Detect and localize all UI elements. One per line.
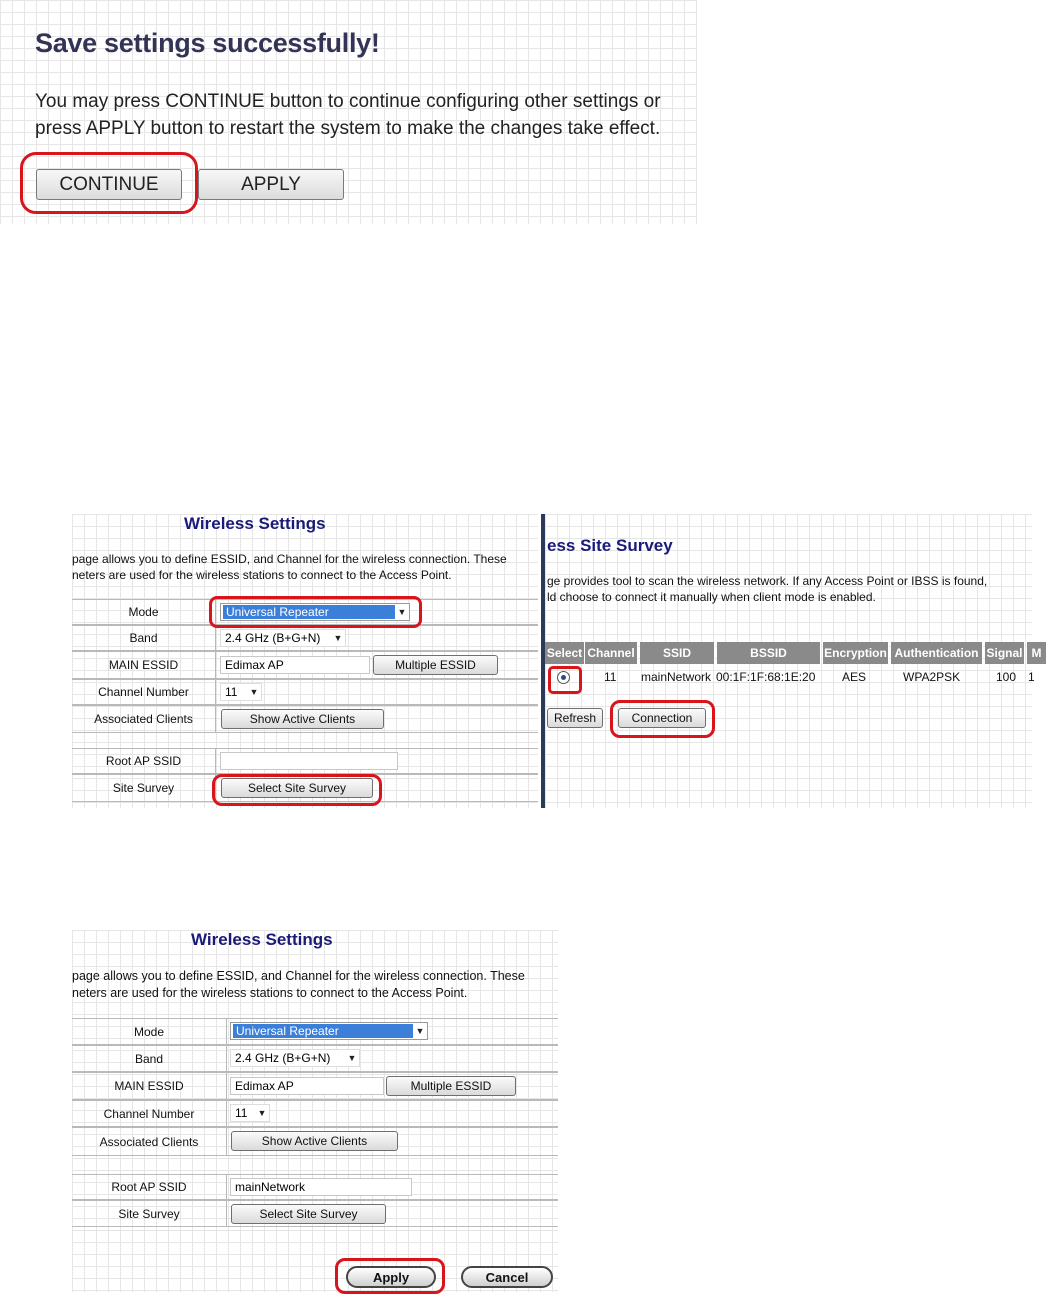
- site-survey-description: [547, 573, 987, 605]
- root-ssid-label: Root AP SSID: [72, 1175, 227, 1199]
- chevron-down-icon: ▼: [257, 1108, 267, 1118]
- wireless-settings-title: Wireless Settings: [191, 930, 333, 949]
- wireless-settings-description: [72, 968, 525, 1002]
- band-value: 2.4 GHz (B+G+N): [235, 1051, 331, 1065]
- column-header-encryption: Encryption: [823, 642, 889, 664]
- column-header-ssid: SSID: [640, 642, 715, 664]
- select-site-survey-button[interactable]: Select Site Survey: [231, 1204, 386, 1224]
- essid-label: MAIN ESSID: [72, 1073, 227, 1099]
- site-survey-row: [72, 1200, 558, 1227]
- clients-row: [72, 705, 538, 733]
- column-header-channel: Channel: [585, 642, 638, 664]
- cell-channel: 11: [604, 670, 617, 684]
- multiple-essid-button[interactable]: Multiple ESSID: [373, 655, 498, 675]
- chevron-down-icon: ▼: [397, 607, 407, 617]
- essid-input[interactable]: Edimax AP: [220, 656, 370, 674]
- chevron-down-icon: ▼: [333, 633, 343, 643]
- chevron-down-icon: ▼: [249, 687, 259, 697]
- clients-row: [72, 1127, 558, 1156]
- description-line-1: page allows you to define ESSID, and Channel for the wireless connection. These: [72, 969, 525, 983]
- radio-dot-icon: [561, 675, 566, 680]
- message-line-1: You may press CONTINUE button to continue configuring other settings or: [35, 91, 661, 112]
- band-row: [72, 625, 538, 651]
- site-survey-panel: [541, 514, 1042, 808]
- wireless-settings-description: [72, 551, 507, 583]
- save-success-panel: [0, 0, 697, 224]
- root-ssid-input[interactable]: [220, 752, 398, 770]
- show-active-clients-button[interactable]: Show Active Clients: [221, 709, 384, 729]
- root-ssid-row: [72, 1174, 558, 1200]
- site-survey-label: Site Survey: [72, 775, 216, 801]
- cell-bssid: 00:1F:1F:68:1E:20: [716, 670, 816, 684]
- site-survey-label: Site Survey: [72, 1201, 227, 1226]
- wireless-settings-panel: [72, 514, 538, 808]
- channel-select[interactable]: [230, 1104, 270, 1122]
- root-ssid-input[interactable]: mainNetwork: [230, 1178, 412, 1196]
- mode-row: [72, 599, 538, 625]
- column-header-bssid: BSSID: [717, 642, 821, 664]
- root-ssid-row: [72, 748, 538, 774]
- mode-select[interactable]: [220, 603, 410, 621]
- essid-input[interactable]: Edimax AP: [230, 1077, 384, 1095]
- description-line-1: ge provides tool to scan the wireless network. If any Access Point or IBSS is found,: [547, 574, 988, 588]
- apply-button[interactable]: APPLY: [198, 169, 344, 200]
- cell-signal: 100: [996, 670, 1017, 684]
- description-line-2: ld choose to connect it manually when client mode is enabled.: [547, 590, 876, 604]
- column-header-mode: M: [1027, 642, 1047, 664]
- channel-select[interactable]: [220, 683, 262, 701]
- column-header-signal: Signal: [985, 642, 1025, 664]
- mode-value: Universal Repeater: [233, 1024, 413, 1038]
- mode-select[interactable]: [230, 1022, 428, 1040]
- description-line-2: neters are used for the wireless stations to connect to the Access Point.: [72, 986, 468, 1000]
- channel-value: 11: [235, 1106, 248, 1120]
- band-label: Band: [72, 1046, 227, 1071]
- band-select[interactable]: [220, 629, 346, 647]
- channel-value: 11: [225, 685, 238, 699]
- channel-row: [72, 679, 538, 705]
- channel-row: [72, 1100, 558, 1127]
- cell-encryption: AES: [842, 670, 867, 684]
- site-survey-title: ess Site Survey: [547, 536, 673, 555]
- chevron-down-icon: ▼: [347, 1053, 357, 1063]
- show-active-clients-button[interactable]: Show Active Clients: [231, 1131, 398, 1151]
- mode-value: Universal Repeater: [223, 605, 395, 619]
- connection-button[interactable]: Connection: [618, 708, 706, 728]
- essid-row: [72, 651, 538, 679]
- description-line-2: neters are used for the wireless stations to connect to the Access Point.: [72, 568, 452, 582]
- select-site-survey-button[interactable]: Select Site Survey: [221, 778, 373, 798]
- save-success-title: Save settings successfully!: [35, 28, 380, 58]
- cell-ssid: mainNetwork: [641, 670, 712, 684]
- wireless-settings-title: Wireless Settings: [184, 514, 326, 533]
- save-success-message: [35, 88, 695, 142]
- band-value: 2.4 GHz (B+G+N): [225, 631, 321, 645]
- clients-label: Associated Clients: [72, 706, 216, 732]
- column-header-authentication: Authentication: [891, 642, 983, 664]
- band-row: [72, 1045, 558, 1072]
- chevron-down-icon: ▼: [415, 1026, 425, 1036]
- cell-mode: 1: [1028, 670, 1035, 684]
- select-radio[interactable]: [557, 671, 570, 684]
- multiple-essid-button[interactable]: Multiple ESSID: [386, 1076, 516, 1096]
- continue-button[interactable]: CONTINUE: [36, 169, 182, 200]
- mode-label: Mode: [72, 600, 216, 624]
- mode-row: [72, 1018, 558, 1045]
- cell-authentication: WPA2PSK: [903, 670, 961, 684]
- description-line-1: page allows you to define ESSID, and Channel for the wireless connection. These: [72, 552, 507, 566]
- column-header-select: Select: [545, 642, 585, 664]
- channel-label: Channel Number: [72, 1101, 227, 1126]
- message-line-2: press APPLY button to restart the system to make the changes take effect.: [35, 118, 661, 139]
- channel-label: Channel Number: [72, 680, 216, 704]
- cancel-button[interactable]: Cancel: [461, 1266, 553, 1288]
- wireless-settings-panel-updated: [72, 930, 558, 1292]
- essid-label: MAIN ESSID: [72, 652, 216, 678]
- refresh-button[interactable]: Refresh: [547, 708, 603, 728]
- mode-label: Mode: [72, 1019, 227, 1044]
- band-label: Band: [72, 626, 216, 650]
- root-ssid-label: Root AP SSID: [72, 749, 216, 773]
- apply-button[interactable]: Apply: [346, 1266, 436, 1288]
- band-select[interactable]: [230, 1049, 360, 1067]
- essid-row: [72, 1072, 558, 1100]
- site-survey-row: [72, 774, 538, 802]
- clients-label: Associated Clients: [72, 1128, 227, 1155]
